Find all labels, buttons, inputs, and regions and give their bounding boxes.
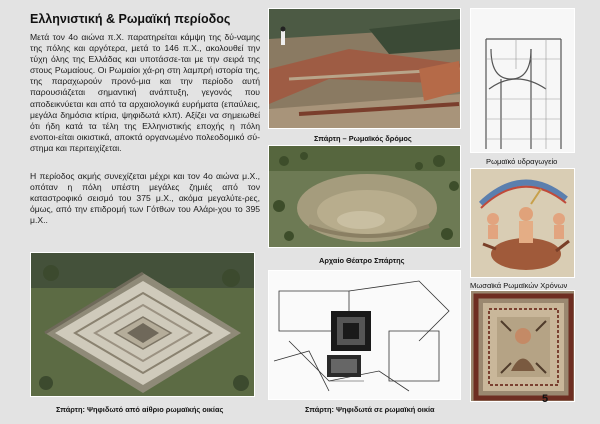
paragraph-2: Η περίοδος ακμής συνεχίζεται μέχρι και τον 4ο αιώνα μ.Χ., οπόταν η πόλη υπέστη μεγάλες ζημιές από τον καταστροφικό σεισμό του 375 μ.Χ., ακόμα μεγαλύτε-ρες, όμως, από την επιδρομή των Γότθων του Αλάρι-χου το 395 μ.Χ..	[30, 171, 260, 226]
caption-aqueduct: Ρωμαϊκό υδραγωγείο	[486, 157, 558, 166]
mythological-mosaic-photo	[470, 168, 575, 278]
page-number: 5	[542, 393, 549, 405]
paragraph-1: Μετά τον 4ο αιώνα π.Χ. παρατηρείται κάμψη της δύ-ναμης της πόλης και αργότερα, μετά το 146 π.Χ., ακολουθεί την τύχη όλης της Ελλάδας και υποτάσσε-ται με την σειρά της στους Ρωμαίους. Οι Ρωμαίοι χά-ρη στη λαμπρή ιστορία της, της παραχωρούν προνό-μια και την περίοδο αυτή παρουσιάζεται σημαντική ανάπτυξη, γεγονός που αποδεικνύεται και από τα αρχαιολογικά ευρήματα (επαύλεις, μεγάλα δημόσια κτίρια, ψηφιδωτά κλπ). Αξίζει να σημειωθεί ότι ήδη κατά τα τέλη της Ελληνιστικής εποχής η πόλη ενοποι-είται οικιστικά, αποκτά οργανωμένο πολεοδομικό σύ-στημα και περιτειχίζεται.	[30, 32, 260, 153]
caption-roman-road: Σπάρτη – Ρωμαϊκός δρόμος	[314, 134, 412, 143]
caption-roman-mosaics: Μωσαϊκά Ρωμαϊκών Χρόνων	[470, 281, 568, 290]
figural-mosaic-photo	[470, 290, 575, 402]
aqueduct-photo	[470, 8, 575, 153]
caption-atrium-mosaic: Σπάρτη: Ψηφιδωτό από αίθριο ρωμαϊκής οικίας	[56, 405, 224, 414]
page-title: Ελληνιστική & Ρωμαϊκή περίοδος	[30, 12, 231, 26]
roman-road-photo	[268, 8, 461, 129]
caption-house-mosaics: Σπάρτη: Ψηφιδωτά σε ρωμαϊκή οικία	[305, 405, 435, 414]
house-plan-drawing	[268, 270, 461, 400]
caption-theatre: Αρχαίο Θέατρο Σπάρτης	[319, 256, 405, 265]
atrium-mosaic-photo	[30, 252, 255, 397]
ancient-theatre-photo	[268, 145, 461, 248]
